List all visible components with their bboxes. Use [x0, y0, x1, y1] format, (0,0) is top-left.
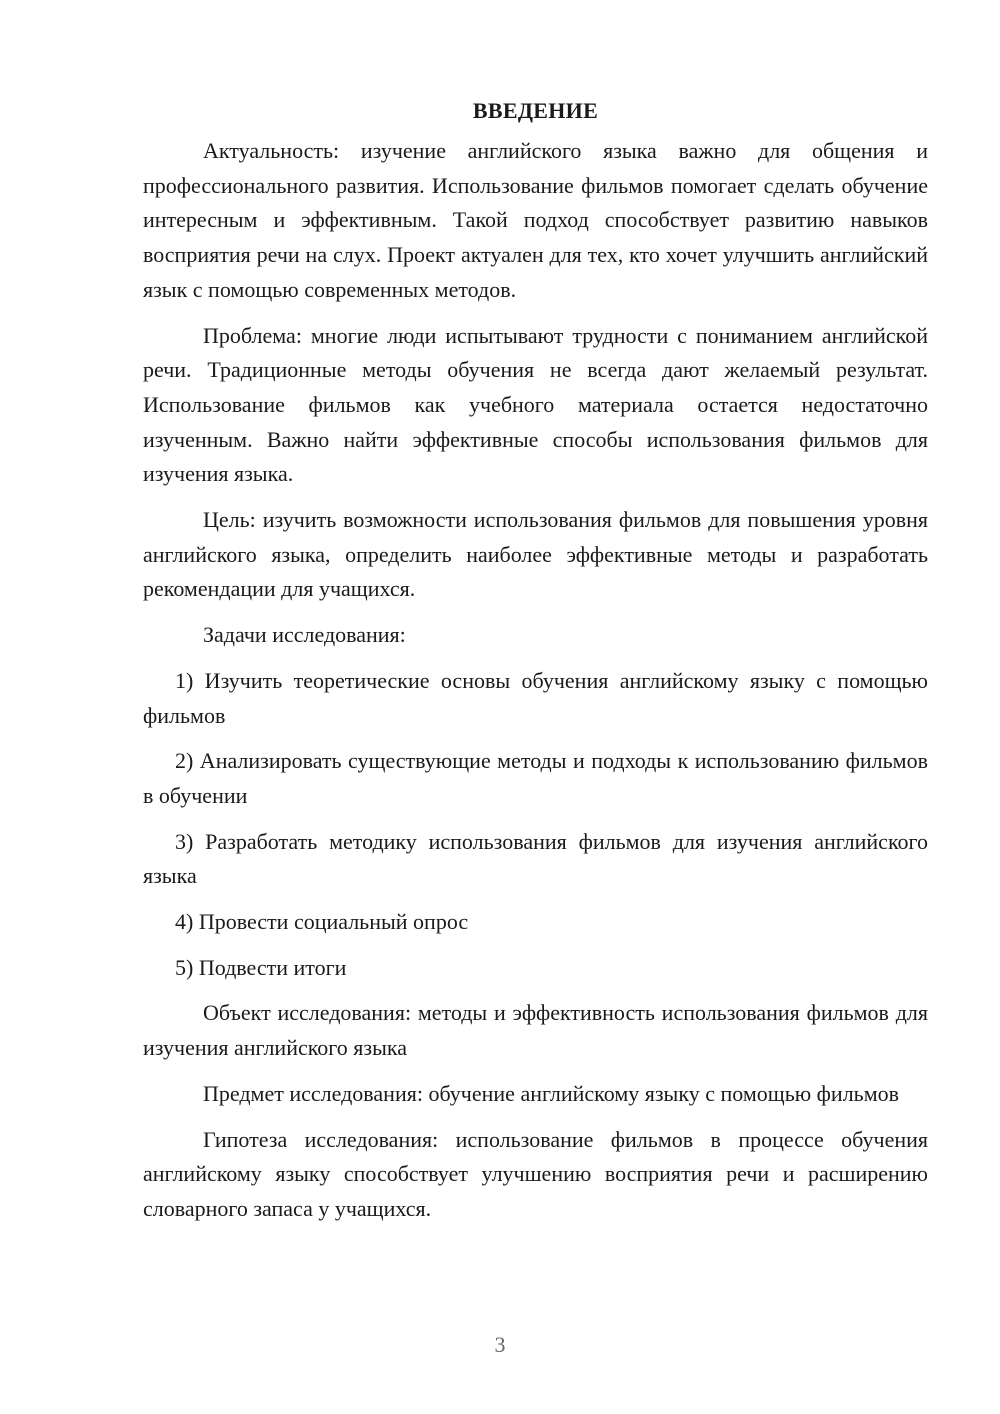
relevance-paragraph: Актуальность: изучение английского языка важно для общения и профессионального развития. Использование фильмов помогает сделать обучение интересным и эффективным. Такой подход способствует развитию навыков восприятия речи на слух. Проект актуален для тех, кто хочет улучшить английский язык с помощью современных методов. — [143, 138, 928, 302]
task-item-4: 4) Провести социальный опрос — [175, 909, 469, 935]
page-number: 3 — [494, 1332, 506, 1357]
subject-paragraph: Предмет исследования: обучение английскому языку с помощью фильмов — [203, 1080, 900, 1106]
task-item-3: 3) Разработать методику использования фильмов для изучения английского языка — [143, 828, 928, 889]
problem-paragraph: Проблема: многие люди испытывают трудности с пониманием английской речи. Традиционные методы обучения не всегда дают желаемый результат. Использование фильмов как учебного материала остается недостаточно изученным. Важно найти эффективные способы использования фильмов для изучения языка. — [143, 322, 928, 487]
tasks-heading: Задачи исследования: — [203, 622, 406, 648]
hypothesis-paragraph: Гипотеза исследования: использование фильмов в процессе обучения английскому языку способствует улучшению восприятия речи и расширению словарного запаса у учащихся. — [143, 1126, 928, 1221]
task-item-2: 2) Анализировать существующие методы и подходы к использованию фильмов в обучении — [143, 748, 928, 808]
task-item-5: 5) Подвести итоги — [175, 954, 347, 980]
document-page — [143, 94, 928, 1238]
task-item-1: 1) Изучить теоретические основы обучения английскому языку с помощью фильмов — [143, 667, 928, 728]
page-title: ВВЕДЕНИЕ — [472, 98, 599, 123]
object-paragraph: Объект исследования: методы и эффективность использования фильмов для изучения английского языка — [143, 1000, 928, 1061]
goal-paragraph: Цель: изучить возможности использования фильмов для повышения уровня английского языка, определить наиболее эффективные методы и разработать рекомендации для учащихся. — [143, 507, 928, 602]
